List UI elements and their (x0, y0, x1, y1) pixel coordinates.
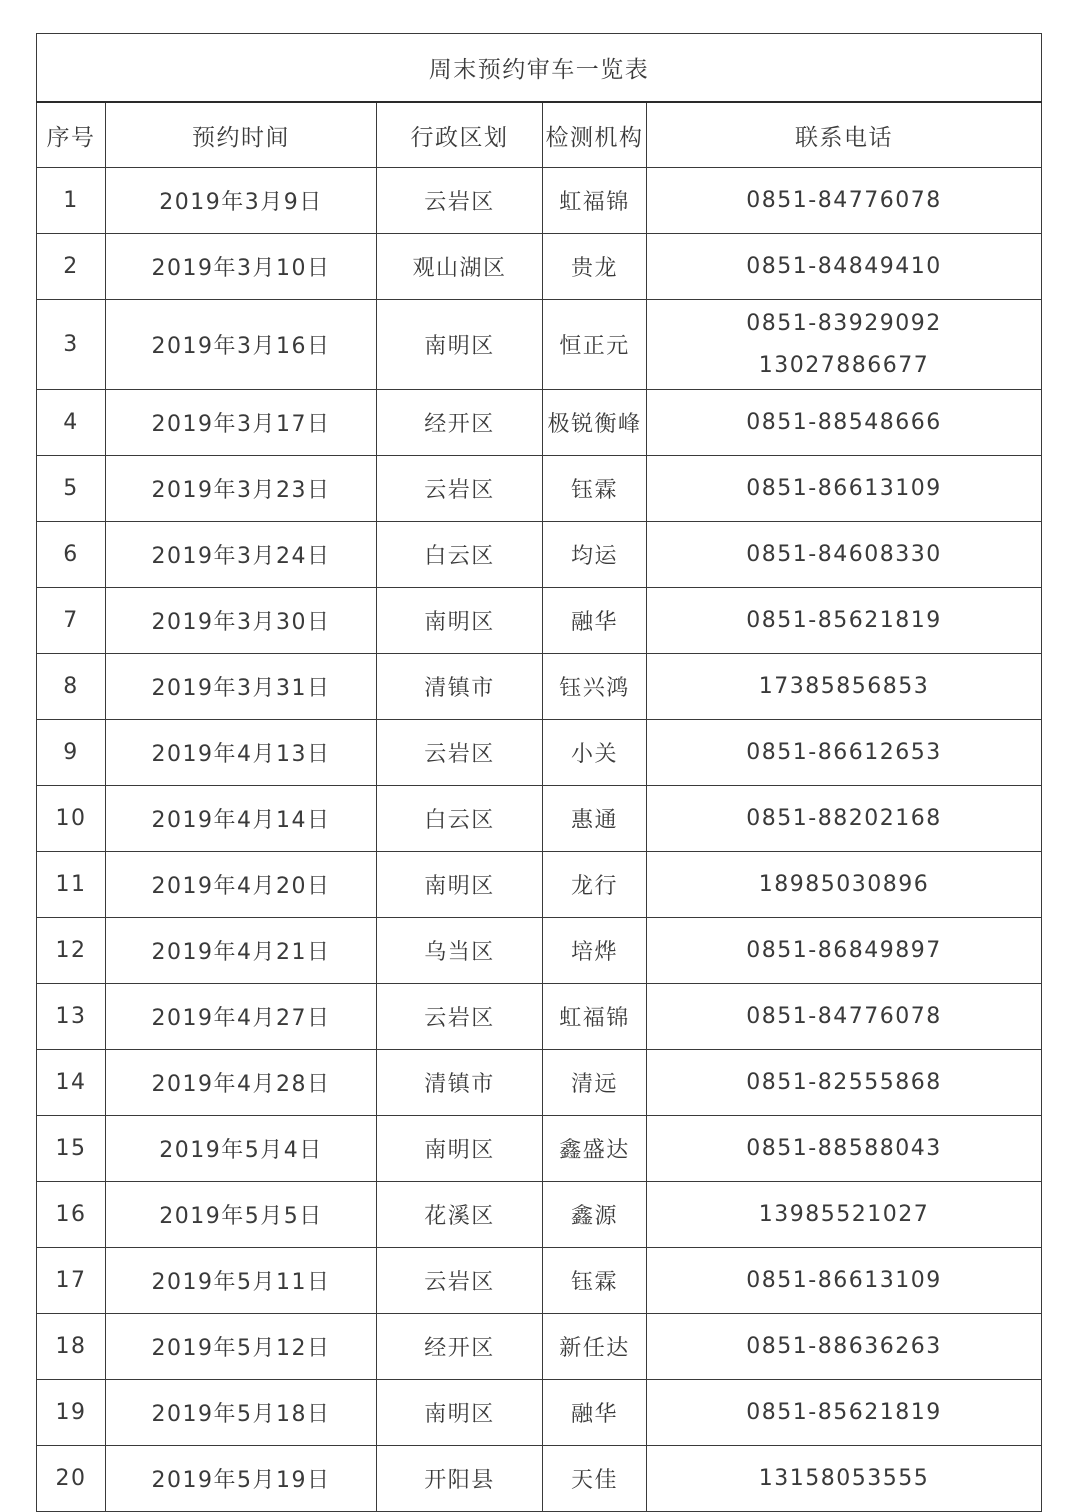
cell-index: 12 (37, 918, 106, 984)
phone-number: 0851-86612653 (746, 739, 942, 765)
phone-number: 0851-84608330 (746, 541, 942, 567)
cell-agency: 小关 (543, 720, 647, 786)
cell-phone (647, 390, 1042, 456)
cell-index: 19 (37, 1380, 106, 1446)
cell-date: 2019年4月27日 (106, 984, 377, 1050)
cell-date: 2019年4月14日 (106, 786, 377, 852)
cell-index: 4 (37, 390, 106, 456)
cell-district: 云岩区 (377, 720, 543, 786)
cell-district: 花溪区 (377, 1182, 543, 1248)
cell-district: 南明区 (377, 300, 543, 390)
cell-phone (647, 1050, 1042, 1116)
cell-agency: 均运 (543, 522, 647, 588)
table-row (37, 456, 1042, 522)
cell-agency: 天佳 (543, 1446, 647, 1512)
cell-phone (647, 720, 1042, 786)
header-index: 序号 (37, 102, 106, 168)
cell-index: 20 (37, 1446, 106, 1512)
cell-district: 南明区 (377, 1116, 543, 1182)
cell-district: 清镇市 (377, 654, 543, 720)
cell-phone (647, 918, 1042, 984)
phone-number: 0851-84776078 (746, 1003, 942, 1029)
phone-number: 0851-85621819 (746, 1399, 942, 1425)
cell-district: 南明区 (377, 1380, 543, 1446)
cell-date: 2019年4月20日 (106, 852, 377, 918)
cell-phone (647, 852, 1042, 918)
header-row (37, 102, 1042, 168)
cell-phone (647, 1380, 1042, 1446)
cell-phone (647, 654, 1042, 720)
table-title: 周末预约审车一览表 (37, 34, 1042, 103)
cell-agency: 融华 (543, 1380, 647, 1446)
cell-phone (647, 300, 1042, 390)
cell-agency: 钰兴鸿 (543, 654, 647, 720)
cell-date: 2019年5月19日 (106, 1446, 377, 1512)
table-row (37, 1116, 1042, 1182)
cell-agency: 鑫源 (543, 1182, 647, 1248)
cell-agency: 龙行 (543, 852, 647, 918)
cell-index: 9 (37, 720, 106, 786)
cell-district: 观山湖区 (377, 234, 543, 300)
cell-agency: 融华 (543, 588, 647, 654)
table-row (37, 168, 1042, 234)
cell-district: 开阳县 (377, 1446, 543, 1512)
phone-number: 0851-86613109 (746, 475, 942, 501)
cell-agency: 钰霖 (543, 1248, 647, 1314)
phone-number: 0851-83929092 (746, 310, 942, 336)
cell-index: 3 (37, 300, 106, 390)
table-row (37, 588, 1042, 654)
cell-index: 18 (37, 1314, 106, 1380)
cell-district: 乌当区 (377, 918, 543, 984)
phone-number: 13158053555 (758, 1465, 930, 1491)
cell-index: 1 (37, 168, 106, 234)
cell-date: 2019年5月5日 (106, 1182, 377, 1248)
cell-phone (647, 984, 1042, 1050)
phone-number: 13027886677 (758, 352, 930, 378)
cell-agency: 新任达 (543, 1314, 647, 1380)
cell-phone (647, 1182, 1042, 1248)
schedule-table (36, 33, 1042, 1512)
table-row (37, 720, 1042, 786)
cell-date: 2019年3月10日 (106, 234, 377, 300)
cell-index: 5 (37, 456, 106, 522)
table-row (37, 300, 1042, 390)
phone-number: 0851-84849410 (746, 253, 942, 279)
cell-date: 2019年3月17日 (106, 390, 377, 456)
cell-district: 云岩区 (377, 984, 543, 1050)
cell-date: 2019年3月9日 (106, 168, 377, 234)
cell-district: 白云区 (377, 522, 543, 588)
cell-district: 清镇市 (377, 1050, 543, 1116)
table-row (37, 1182, 1042, 1248)
cell-index: 2 (37, 234, 106, 300)
cell-phone (647, 1116, 1042, 1182)
phone-number: 17385856853 (758, 673, 930, 699)
cell-district: 云岩区 (377, 1248, 543, 1314)
cell-index: 13 (37, 984, 106, 1050)
table-body (37, 34, 1042, 1512)
cell-date: 2019年4月13日 (106, 720, 377, 786)
table-row (37, 984, 1042, 1050)
cell-date: 2019年3月30日 (106, 588, 377, 654)
phone-number: 0851-84776078 (746, 187, 942, 213)
cell-index: 17 (37, 1248, 106, 1314)
cell-district: 白云区 (377, 786, 543, 852)
cell-agency: 恒正元 (543, 300, 647, 390)
cell-date: 2019年3月31日 (106, 654, 377, 720)
cell-date: 2019年4月28日 (106, 1050, 377, 1116)
cell-district: 经开区 (377, 1314, 543, 1380)
phone-number: 0851-88636263 (746, 1333, 942, 1359)
phone-number: 0851-88202168 (746, 805, 942, 831)
cell-date: 2019年3月23日 (106, 456, 377, 522)
table-row (37, 852, 1042, 918)
cell-date: 2019年5月18日 (106, 1380, 377, 1446)
table-row (37, 1446, 1042, 1512)
title-row (37, 34, 1042, 103)
cell-agency: 极锐衡峰 (543, 390, 647, 456)
phone-number: 0851-86613109 (746, 1267, 942, 1293)
phone-number: 18985030896 (758, 871, 930, 897)
cell-phone (647, 588, 1042, 654)
cell-agency: 虹福锦 (543, 984, 647, 1050)
cell-phone (647, 1314, 1042, 1380)
cell-agency: 培烨 (543, 918, 647, 984)
header-district: 行政区划 (377, 102, 543, 168)
cell-date: 2019年5月12日 (106, 1314, 377, 1380)
cell-phone (647, 522, 1042, 588)
phone-number: 0851-86849897 (746, 937, 942, 963)
cell-phone (647, 456, 1042, 522)
cell-index: 8 (37, 654, 106, 720)
cell-date: 2019年5月4日 (106, 1116, 377, 1182)
header-date: 预约时间 (106, 102, 377, 168)
phone-number: 0851-85621819 (746, 607, 942, 633)
header-phone: 联系电话 (647, 102, 1042, 168)
table-row (37, 1050, 1042, 1116)
table-row (37, 654, 1042, 720)
cell-date: 2019年3月24日 (106, 522, 377, 588)
cell-date: 2019年5月11日 (106, 1248, 377, 1314)
cell-index: 11 (37, 852, 106, 918)
cell-phone (647, 168, 1042, 234)
cell-index: 15 (37, 1116, 106, 1182)
table-row (37, 234, 1042, 300)
cell-date: 2019年4月21日 (106, 918, 377, 984)
cell-index: 7 (37, 588, 106, 654)
cell-agency: 虹福锦 (543, 168, 647, 234)
phone-number: 0851-88588043 (746, 1135, 942, 1161)
cell-agency: 鑫盛达 (543, 1116, 647, 1182)
cell-index: 16 (37, 1182, 106, 1248)
cell-index: 10 (37, 786, 106, 852)
cell-index: 6 (37, 522, 106, 588)
cell-district: 经开区 (377, 390, 543, 456)
cell-phone (647, 1248, 1042, 1314)
cell-date: 2019年3月16日 (106, 300, 377, 390)
table-row (37, 1248, 1042, 1314)
table-row (37, 786, 1042, 852)
table-row (37, 1314, 1042, 1380)
cell-district: 南明区 (377, 588, 543, 654)
cell-agency: 惠通 (543, 786, 647, 852)
phone-number: 0851-88548666 (746, 409, 942, 435)
header-agency: 检测机构 (543, 102, 647, 168)
cell-phone (647, 1446, 1042, 1512)
table-row (37, 390, 1042, 456)
cell-district: 南明区 (377, 852, 543, 918)
cell-index: 14 (37, 1050, 106, 1116)
cell-district: 云岩区 (377, 456, 543, 522)
phone-number: 13985521027 (758, 1201, 930, 1227)
cell-phone (647, 786, 1042, 852)
cell-district: 云岩区 (377, 168, 543, 234)
cell-phone (647, 234, 1042, 300)
cell-agency: 钰霖 (543, 456, 647, 522)
table-row (37, 522, 1042, 588)
phone-number: 0851-82555868 (746, 1069, 942, 1095)
table-row (37, 1380, 1042, 1446)
table-row (37, 918, 1042, 984)
schedule-sheet (36, 33, 1041, 1512)
cell-agency: 清远 (543, 1050, 647, 1116)
cell-agency: 贵龙 (543, 234, 647, 300)
